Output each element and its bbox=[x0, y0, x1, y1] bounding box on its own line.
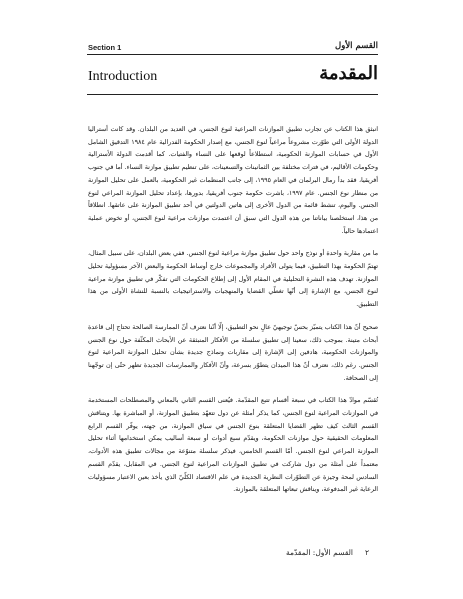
footer-section-label: القسم الأول: المقدّمة bbox=[285, 548, 353, 557]
title-divider bbox=[87, 94, 378, 95]
header-divider bbox=[87, 54, 378, 55]
paragraph-1: انبثق هذا الكتاب عن تجارب تطبيق الموازنات المراعية لنوع الجنس، في العديد من البلدان. وقد كانت أستراليا الدولة الأولى التي طوّرت مشروعاً مراعياً لنوع الجنس، مع إصدار الحكومة الفدرالية عام ١٩٨٤ التدقيق الشامل الأول في حسابات الموازنة الحكومية، استطلاعاً لوقعها على النساء والفتيات. كما أقدمت الدولة الأسترالية وحكومات الأقاليم، في فترات مختلفة بين الثمانينات والتسعينات، على تنظيم تطبيق موازنة النساء. أما في جنوب أفريقيا، فقد بدأ رمال البرلمان في العام ١٩٩٥، إلى جانب المنظمات غير الحكومية، بالعمل على تحليل الموازنة من منظار نوع الجنس. عام ١٩٩٧، باشرت حكومة جنوب أفريقيا، بدورها، بإعداد تحليل الموازنة المراعي لنوع الجنس. واليوم، تنشط قائمة من الدول الأخرى إلى هاتين الدولتين في أحد تطبيق الموازنة على عاتقها. انطلاقاً من هذا، استخلصنا بياناتنا من هذه الدول التي سبق أن اعتمدت موازنات مراعية لنوع الجنس، أو تخوض عملية اعتمادها حالياً. bbox=[88, 126, 378, 235]
paragraph-4: تُقسّم موادّ هذا الكتاب في سبعة أقسام تتبع المقدّمة. فيُعنى القسم الثاني بالمعاني والمصطلحات المستخدمة في الموازنات المراعية لنوع الجنس، كما يذكر أمثلة عن دول تتعهّد بتطبيق الموازنة، أو المباشرة بها. ويتناقش القسم الثالث كيف تظهر القضايا المتعلقة بنوع الجنس في سياق الموازنة، من جهته، يوفّر القسم الرابع المعلومات الحقيقية حول موازنات الحكومة، ويقدّم سبع أدوات أو سبعة أساليب يمكن استخدامها أثناء تحليل الموازنة المراعي لنوع الجنس. أمّا القسم الخامس، فيذكر سلسلة متنوّعة من مجالات تطبيق هذه الأدوات، معتمداً على أمثلة من دول شاركت في تطبيق الموازنات المراعية لنوع الجنس. في المقابل، يقدّم القسم السادس لمحة وجيزة عن التطوّرات النظرية الجديدة في علم الاقتصاد الكلّيّ الذي يأخذ بعين الاعتبار مسؤوليات الرعاية غير المدفوعة، ويناقش تبعاتها المتعلقة بالموازنة. bbox=[88, 397, 378, 494]
section-label-en: Section 1 bbox=[88, 43, 122, 52]
body-text bbox=[88, 124, 378, 507]
page-header bbox=[0, 0, 463, 60]
page-title-ar: المقدمة bbox=[319, 63, 378, 84]
section-label-ar: القسم الأول bbox=[335, 41, 378, 51]
page-number: ٢ bbox=[364, 548, 369, 557]
paragraph-2: ما من مقاربة واحدة أو نوذج واحد حول تطبيق موازنة مراعية لنوع الجنس. ففي بعض البلدان، على سبيل المثال، تهتمّ الحكومة بهذا التطبيق، فيما يتولى الأفراد والمجموعات خارج أوساط الحكومة والبعض الآخر مسؤولية تحليل الموازنة. تهدف هذه النشرة التحليلية في المقام الأول إلى إطلاع الحكومات التي تفكّر في تطبيق موازنة مراعية لنوع الجنس، مع الإشارة إلى أنّها تغطّي القضايا والمنهجيات والاستراتيجيات بالنسبة للنشاة الأولى من هذا التطبيق. bbox=[88, 250, 378, 309]
paragraph-3: صحيح أنّ هذا الكتاب يتميّز بحسّ توجيهيّ عالٍ نحو التطبيق، إلّا أنّنا نعترف أنّ الممارسة الصالحة تحتاج إلى قاعدة أبحاث متينة. بموجب ذلك، سعينا إلى تطبيق سلسلة من الأفكار المنبثقة عن الأبحاث المكثّفة حول نوع الجنس والموازنات الحكومية، هادفين إلى الإشارة إلى مقاربات ونماذج جديدة بشأن تحليل الموازنة المراعية لنوع الجنس. رغم ذلك، نعترف أنّ هذا الميدان يتطوّر بسرعة، وأنّ الأفكار والممارسات الجديدة تظهر حتّى إن توجّهنا إلى الصحافة. bbox=[88, 323, 378, 382]
page-title-en: Introduction bbox=[88, 69, 158, 84]
